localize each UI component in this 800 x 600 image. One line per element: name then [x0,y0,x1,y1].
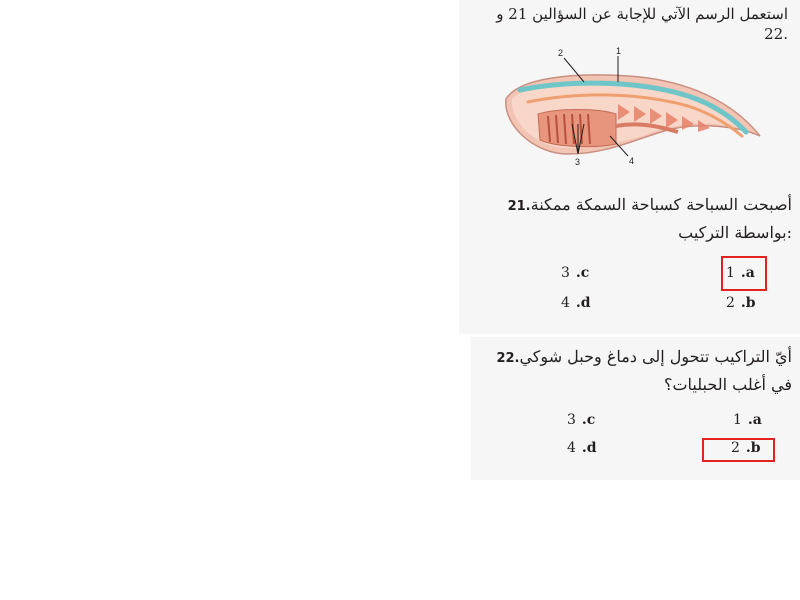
q21-option-d[interactable] [561,295,591,311]
q22-option-c[interactable] [567,412,595,428]
label-4: 4 [629,156,635,166]
q22-option-d[interactable] [567,440,597,456]
q21-option-c-key: .c [575,265,590,281]
q22-option-c-key: .c [581,412,596,428]
q22-option-d-value: 4 [567,440,576,456]
q22-answer-highlight [702,438,775,462]
question-21-text: أصبحت السباحة كسباحة السمكة ممكنة بواسطة التركيب: [530,195,792,242]
q21-option-a-key: .a [740,265,755,281]
q21-option-b[interactable] [726,295,756,311]
q22-option-a[interactable] [733,412,762,428]
q22-option-b-value: 2 [731,440,740,456]
q21-option-c[interactable] [561,265,589,281]
q21-option-c-value: 3 [561,265,570,281]
lancelet-diagram [498,44,763,169]
q21-option-b-value: 2 [726,295,735,311]
q22-option-a-key: .a [747,412,762,428]
question-22-number: 22. [496,351,520,366]
q22-option-c-value: 3 [567,412,576,428]
q21-option-b-key: .b [740,295,756,311]
question-21-number: 21. [507,199,531,214]
label-1: 1 [616,46,622,56]
q21-option-d-value: 4 [561,295,570,311]
intro-text: استعمل الرسم الآتي للإجابة عن السؤالين 21 و 22. [496,5,788,43]
question-21 [472,192,792,246]
q21-option-a-value: 1 [726,265,735,281]
q22-option-a-value: 1 [733,412,742,428]
q22-option-d-key: .d [581,440,597,456]
q21-answer-highlight [721,256,767,291]
question-22-text: أيّ التراكيب تتحول إلى دماغ وحبل شوكي في أغلب الحبليات؟ [519,347,792,394]
q22-option-b-key: .b [745,440,761,456]
label-3: 3 [575,157,581,167]
q21-option-d-key: .d [575,295,591,311]
label-2: 2 [558,48,564,58]
question-22 [472,344,792,398]
